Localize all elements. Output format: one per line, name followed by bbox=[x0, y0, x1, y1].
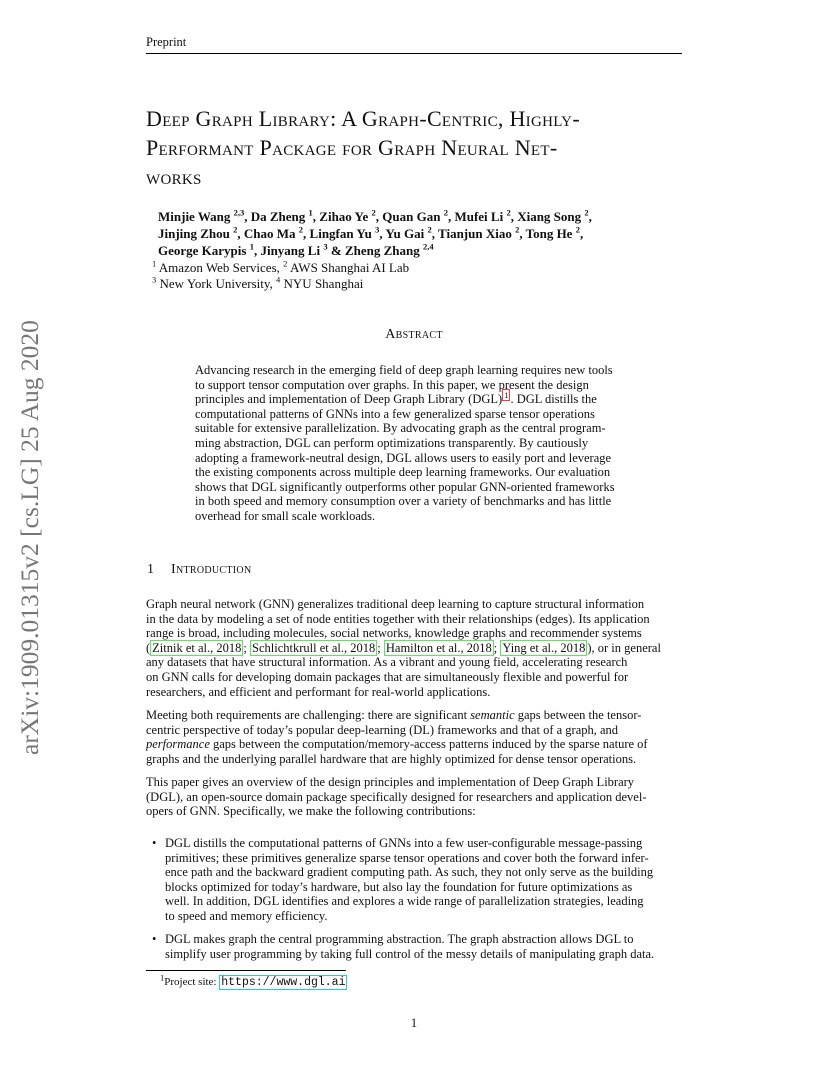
title-line: Performant Package for Graph Neural Net- bbox=[146, 135, 558, 160]
affil-sup: 1 bbox=[152, 258, 157, 269]
author-sup: 2,4 bbox=[422, 241, 434, 252]
abstract-line: the existing components across multiple deep learning frameworks. Our evaluation bbox=[195, 465, 611, 480]
paren: ( bbox=[146, 640, 151, 655]
para-line: range is broad, including molecules, social networks, knowledge graphs and recommender systems bbox=[146, 626, 642, 641]
bullet-line: simplify user programming by taking full control of the messy details of manipulating graph data. bbox=[165, 946, 655, 961]
author-sup: 2 bbox=[575, 224, 580, 235]
abstract-line: to support tensor computation over graphs. In this paper, we present the design bbox=[195, 377, 589, 392]
abstract-text: principles and implementation of Deep Graph Library (DGL) bbox=[195, 392, 503, 407]
affil-text: Amazon Web Services, bbox=[158, 260, 280, 275]
para-line: This paper gives an overview of the design principles and implementation of Deep Graph Library bbox=[146, 775, 635, 789]
abstract-line bbox=[195, 392, 635, 407]
author-sup: 1 bbox=[308, 207, 313, 218]
para-line bbox=[146, 708, 686, 723]
author-sup: 2 bbox=[584, 207, 589, 218]
bullet-line: ence path and the backward gradient computing path. As such, they not only serve as the building bbox=[165, 865, 654, 880]
para-line: centric perspective of today’s popular deep-learning (DL) frameworks and that of a graph, and bbox=[146, 722, 619, 737]
author-sup: 2 bbox=[298, 224, 304, 235]
footnote bbox=[160, 972, 347, 989]
para-line: Graph neural network (GNN) generalizes traditional deep learning to capture structural information bbox=[146, 597, 645, 611]
author-sup: 2 bbox=[371, 207, 376, 218]
title-line: Deep Graph Library: A Graph-Centric, Highly- bbox=[146, 106, 580, 131]
affil-text: AWS Shanghai AI Lab bbox=[289, 260, 410, 275]
author-name: Da Zheng bbox=[250, 209, 306, 224]
para-line bbox=[146, 641, 686, 656]
abstract-heading: Abstract bbox=[385, 327, 443, 342]
para-line: in the data by modeling a set of node entities together with their relationships (edges). Its application bbox=[146, 611, 650, 626]
footnote-rule bbox=[146, 970, 346, 971]
running-header: Preprint bbox=[146, 35, 187, 49]
affil-sup: 4 bbox=[276, 274, 281, 285]
abstract-line: adopting a framework-neutral design, DGL allows users to easily port and leverage bbox=[195, 450, 612, 465]
footnote-text: Project site: bbox=[164, 976, 220, 988]
author-sup: 3 bbox=[323, 241, 328, 252]
citation-link[interactable]: Ying et al., 2018 bbox=[502, 640, 586, 655]
title-line: works bbox=[146, 164, 202, 189]
and-symbol: & bbox=[330, 243, 342, 258]
section-title: Introduction bbox=[171, 562, 252, 577]
bullet-line: to speed and memory efficiency. bbox=[165, 908, 328, 923]
para-text: gaps between the tensor- bbox=[514, 708, 642, 722]
bullet-dot: • bbox=[152, 836, 157, 850]
affiliation-line bbox=[152, 276, 672, 292]
abstract-line: overhead for small scale workloads. bbox=[195, 508, 376, 523]
bullet-body bbox=[165, 932, 692, 961]
author-sup: 2 bbox=[515, 224, 520, 235]
abstract-line: in both speed and memory consumption over a variety of benchmarks and has little bbox=[195, 494, 612, 509]
author-sup: 2 bbox=[233, 224, 238, 235]
abstract-line: suitable for extensive parallelization. By advocating graph as the central program- bbox=[195, 421, 606, 436]
affil-sup: 2 bbox=[283, 258, 288, 269]
arxiv-id: arXiv:1909.01315v2 [cs.LG] 25 Aug 2020 bbox=[15, 320, 44, 755]
author-sup: 2 bbox=[427, 224, 432, 235]
author-sup: 2,3 bbox=[233, 207, 245, 218]
para-text: Meeting both requirements are challenging: there are significant bbox=[146, 708, 471, 722]
para-line bbox=[146, 737, 686, 752]
bullet-body bbox=[165, 836, 692, 924]
author-name: George Karypis bbox=[158, 243, 247, 258]
para-text: gaps between the computation/memory-access patterns induced by the sparse nature of bbox=[209, 737, 648, 752]
para-text: ), or in general bbox=[587, 640, 661, 655]
affiliation-line bbox=[152, 260, 672, 276]
cite-sep: ; bbox=[243, 640, 247, 655]
bullet-dot: • bbox=[152, 932, 157, 946]
bullet-line: well. In addition, DGL identifies and explores a wide range of parallelization strategies, leading bbox=[165, 894, 644, 909]
para-line: graphs and the underlying parallel hardware that are highly optimized for dense tensor operations. bbox=[146, 751, 637, 766]
author-name: Tong He bbox=[525, 226, 573, 241]
author-name: Yu Gai bbox=[385, 226, 425, 241]
author-name: Lingfan Yu bbox=[309, 226, 372, 241]
citation-link[interactable]: Schlichtkrull et al., 2018 bbox=[252, 640, 376, 655]
para-line: opers of GNN. Specifically, we make the following contributions: bbox=[146, 804, 476, 819]
intro-paragraph-3 bbox=[146, 775, 686, 819]
para-line: any datasets that have structural information. As a vibrant and young field, accelerating research bbox=[146, 655, 628, 670]
footnote-ref-link[interactable]: 1 bbox=[504, 390, 509, 401]
para-line: on GNN calls for developing domain packages that are simultaneously flexible and powerful for bbox=[146, 669, 629, 684]
affil-text: NYU Shanghai bbox=[283, 276, 364, 291]
author-name: Tianjun Xiao bbox=[438, 226, 512, 241]
affil-text: New York University, bbox=[159, 276, 273, 291]
citation-link[interactable]: Hamilton et al., 2018 bbox=[385, 640, 492, 655]
abstract-line: Advancing research in the emerging field of deep graph learning requires new tools bbox=[195, 363, 613, 377]
author-line-3: George Karypis $^1$, Jinyang Li $^3$ & Zheng Zhang $^{2,4}$ bbox=[158, 241, 434, 258]
bullet-line: DGL distills the computational patterns of GNNs into a few user-configurable message-passing bbox=[165, 836, 643, 850]
author-name: Xiang Song bbox=[517, 209, 582, 224]
author-name: Quan Gan bbox=[382, 209, 441, 224]
section-heading bbox=[147, 562, 251, 578]
intro-paragraph-2 bbox=[146, 708, 686, 766]
affil-sup: 3 bbox=[152, 274, 157, 285]
bullet-line: DGL makes graph the central programming abstraction. The graph abstraction allows DGL to bbox=[165, 932, 634, 946]
emphasis: performance bbox=[146, 737, 210, 752]
author-line-2: Jinjing Zhou $^2$, Chao Ma $^2$, Lingfan Yu $^3$, Yu Gai $^2$, Tianjun Xiao $^2$, Tong He $^2$, bbox=[158, 224, 584, 241]
author-list bbox=[158, 208, 698, 259]
footnote-mark: 1 bbox=[160, 972, 165, 983]
abstract-line: shows that DGL significantly outperforms other popular GNN-oriented frameworks bbox=[195, 479, 615, 494]
section-number: 1 bbox=[147, 562, 155, 577]
paper-title bbox=[146, 104, 706, 191]
author-name: Zihao Ye bbox=[319, 209, 369, 224]
page-number: 1 bbox=[410, 1016, 418, 1030]
bullet-line: primitives; these primitives generalize sparse tensor operations and cover both the forward infer- bbox=[165, 850, 649, 865]
arxiv-stamp bbox=[8, 300, 46, 760]
author-name: Jinyang Li bbox=[260, 243, 321, 258]
author-line-1: Minjie Wang $^{2,3}$, Da Zheng $^1$, Zihao Ye $^2$, Quan Gan $^2$, Mufei Li $^2$, Xiang Song $^2$, bbox=[158, 207, 592, 224]
header-rule bbox=[146, 53, 682, 54]
author-name: Mufei Li bbox=[454, 209, 504, 224]
para-line: (DGL), an open-source domain package specifically designed for researchers and application devel- bbox=[146, 789, 647, 804]
abstract-text: . DGL distills the bbox=[510, 392, 597, 407]
affiliations bbox=[152, 260, 672, 292]
contribution-bullet-1 bbox=[152, 836, 692, 926]
cite-sep: ; bbox=[377, 640, 381, 655]
abstract-body bbox=[195, 363, 635, 524]
author-sup: 2 bbox=[506, 207, 511, 218]
para-line: researchers, and efficient and performant for real-world applications. bbox=[146, 684, 491, 699]
contribution-bullet-2 bbox=[152, 932, 692, 964]
abstract-line: computational patterns of GNNs into a few generalized sparse tensor operations bbox=[195, 406, 595, 421]
bullet-line: blocks optimized for today’s hardware, but also lay the foundation for future optimizations as bbox=[165, 879, 633, 894]
author-sup: 3 bbox=[375, 224, 380, 235]
abstract-line: ming abstraction, DGL can perform optimizations transparently. By cautiously bbox=[195, 435, 589, 450]
author-sup: 2 bbox=[443, 207, 448, 218]
author-name: Jinjing Zhou bbox=[158, 226, 230, 241]
cite-sep: ; bbox=[493, 640, 498, 655]
author-name: Chao Ma bbox=[243, 226, 296, 241]
intro-paragraph-1 bbox=[146, 597, 686, 699]
author-name: Zheng Zhang bbox=[344, 243, 420, 258]
project-url-link[interactable]: https://www.dgl.ai bbox=[221, 976, 346, 989]
author-name: Minjie Wang bbox=[158, 209, 231, 224]
emphasis: semantic bbox=[470, 708, 515, 722]
author-sup: 1 bbox=[249, 241, 254, 252]
citation-link[interactable]: Zitnik et al., 2018 bbox=[152, 640, 242, 655]
